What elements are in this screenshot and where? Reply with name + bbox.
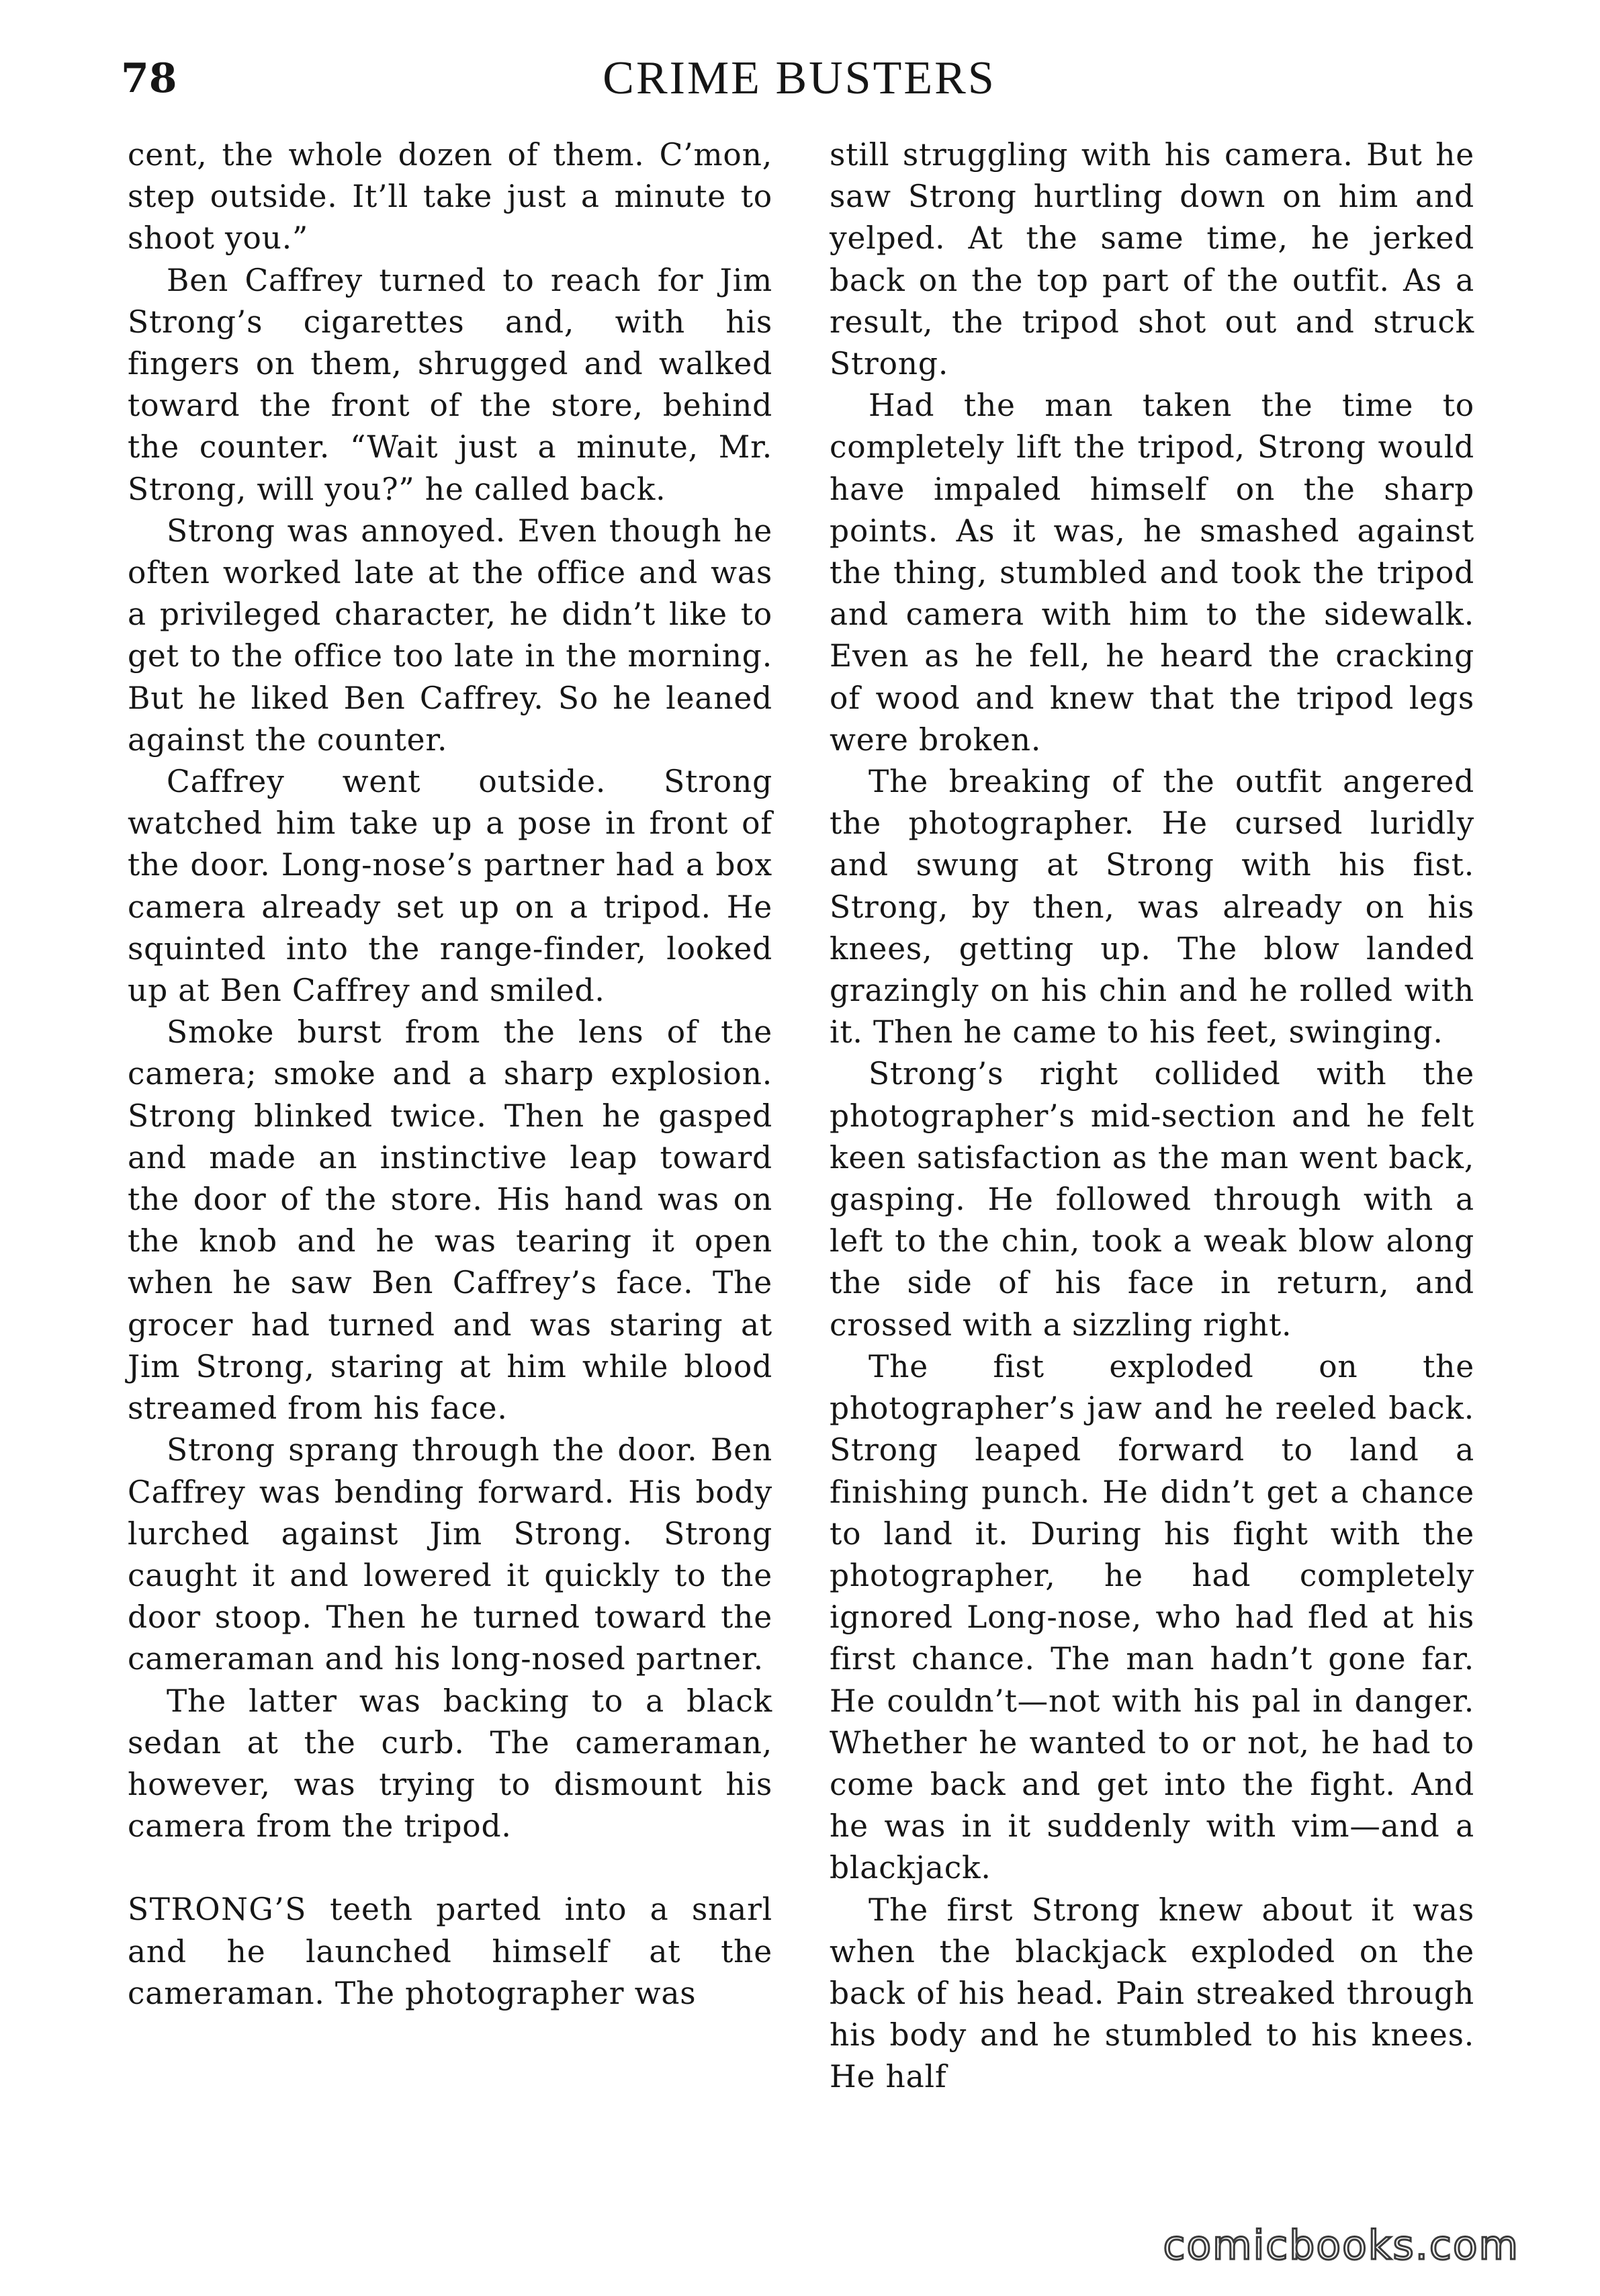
paragraph: The first Strong knew about it was when the blackjack exploded on the back of his head. Pain streaked through his body and he stumbled to his knees. He half	[830, 1892, 1474, 2095]
paragraph: cent, the whole dozen of them. C’mon, step outside. It’ll take just a minute to shoot you.”	[128, 137, 772, 257]
paragraph: Strong’s right collided with the photographer’s mid-section and he felt keen satisfaction as the man went back, gasping. He followed through with a left to the chin, took a weak blow along the side of his face in return, and crossed with a sizzling right.	[830, 1056, 1474, 1343]
paragraph: Strong was annoyed. Even though he often worked late at the office and was a privileged character, he didn’t like to get to the office too late in the morning. But he liked Ben Caffrey. So he leaned against the counter.	[128, 513, 772, 758]
paragraph: Caffrey went outside. Strong watched him take up a pose in front of the door. Long-nose’s partner had a box camera already set up on a tripod. He squinted into the range-finder, looked up at Ben Caffrey and smiled.	[128, 764, 772, 1009]
right-column	[830, 134, 1474, 2099]
page-header	[121, 48, 1478, 109]
paragraph: The latter was backing to a black sedan at the curb. The cameraman, however, was trying to dismount his camera from the tripod.	[128, 1683, 772, 1845]
paragraph: Had the man taken the time to completely lift the tripod, Strong would have impaled himself on the sharp points. As it was, he smashed against the thing, stumbled and took the tripod and camera with him to the sidewalk. Even as he fell, he heard the cracking of wood and knew that the tripod legs were broken.	[830, 388, 1474, 758]
section-opening-paragraph	[128, 1889, 772, 2015]
paragraph: Ben Caffrey turned to reach for Jim Strong’s cigarettes and, with his fingers on them, shrugged and walked toward the front of the store, behind the counter. “Wait just a minute, Mr. Strong, will you?” he called back.	[128, 262, 772, 507]
section-opening-text: teeth parted into a snarl and he launched himself at the cameraman. The photographer was	[128, 1892, 772, 2011]
watermark: comicbooks.com	[1163, 2222, 1519, 2269]
left-column	[128, 134, 772, 2015]
paragraph: Smoke burst from the lens of the camera; smoke and a sharp explosion. Strong blinked twice. Then he gasped and made an instinctive leap toward the door of the store. His hand was on the knob and he was tearing it open when he saw Ben Caffrey’s face. The grocer had turned and was staring at Jim Strong, staring at him while blood streamed from his face.	[128, 1014, 772, 1427]
running-head-title: CRIME BUSTERS	[603, 52, 996, 104]
paragraph: The breaking of the outfit angered the photographer. He cursed luridly and swung at Strong with his fist. Strong, by then, was already on his knees, getting up. The blow landed grazingly on his chin and he rolled with it. Then he came to his feet, swinging.	[830, 764, 1474, 1051]
paragraph: Strong sprang through the door. Ben Caffrey was bending forward. His body lurched against Jim Strong. Strong caught it and lowered it quickly to the door stoop. Then he turned toward the cameraman and his long-nosed partner.	[128, 1432, 772, 1677]
section-opening-caps: STRONG’S	[128, 1892, 307, 1928]
paragraph: still struggling with his camera. But he saw Strong hurtling down on him and yelped. At the same time, he jerked back on the top part of the outfit. As a result, the tripod shot out and struck Strong.	[830, 137, 1474, 382]
paragraph: The fist exploded on the photographer’s jaw and he reeled back. Strong leaped forward to land a finishing punch. He didn’t get a chance to land it. During his fight with the photographer, he had completely ignored Long-nose, who had fled at his first chance. The man hadn’t gone far. He couldn’t—not with his pal in danger. Whether he wanted to or not, he had to come back and get into the fight. And he was in it suddenly with vim—and a blackjack.	[830, 1348, 1474, 1886]
section-break	[128, 1847, 772, 1889]
page-number: 78	[121, 55, 177, 102]
